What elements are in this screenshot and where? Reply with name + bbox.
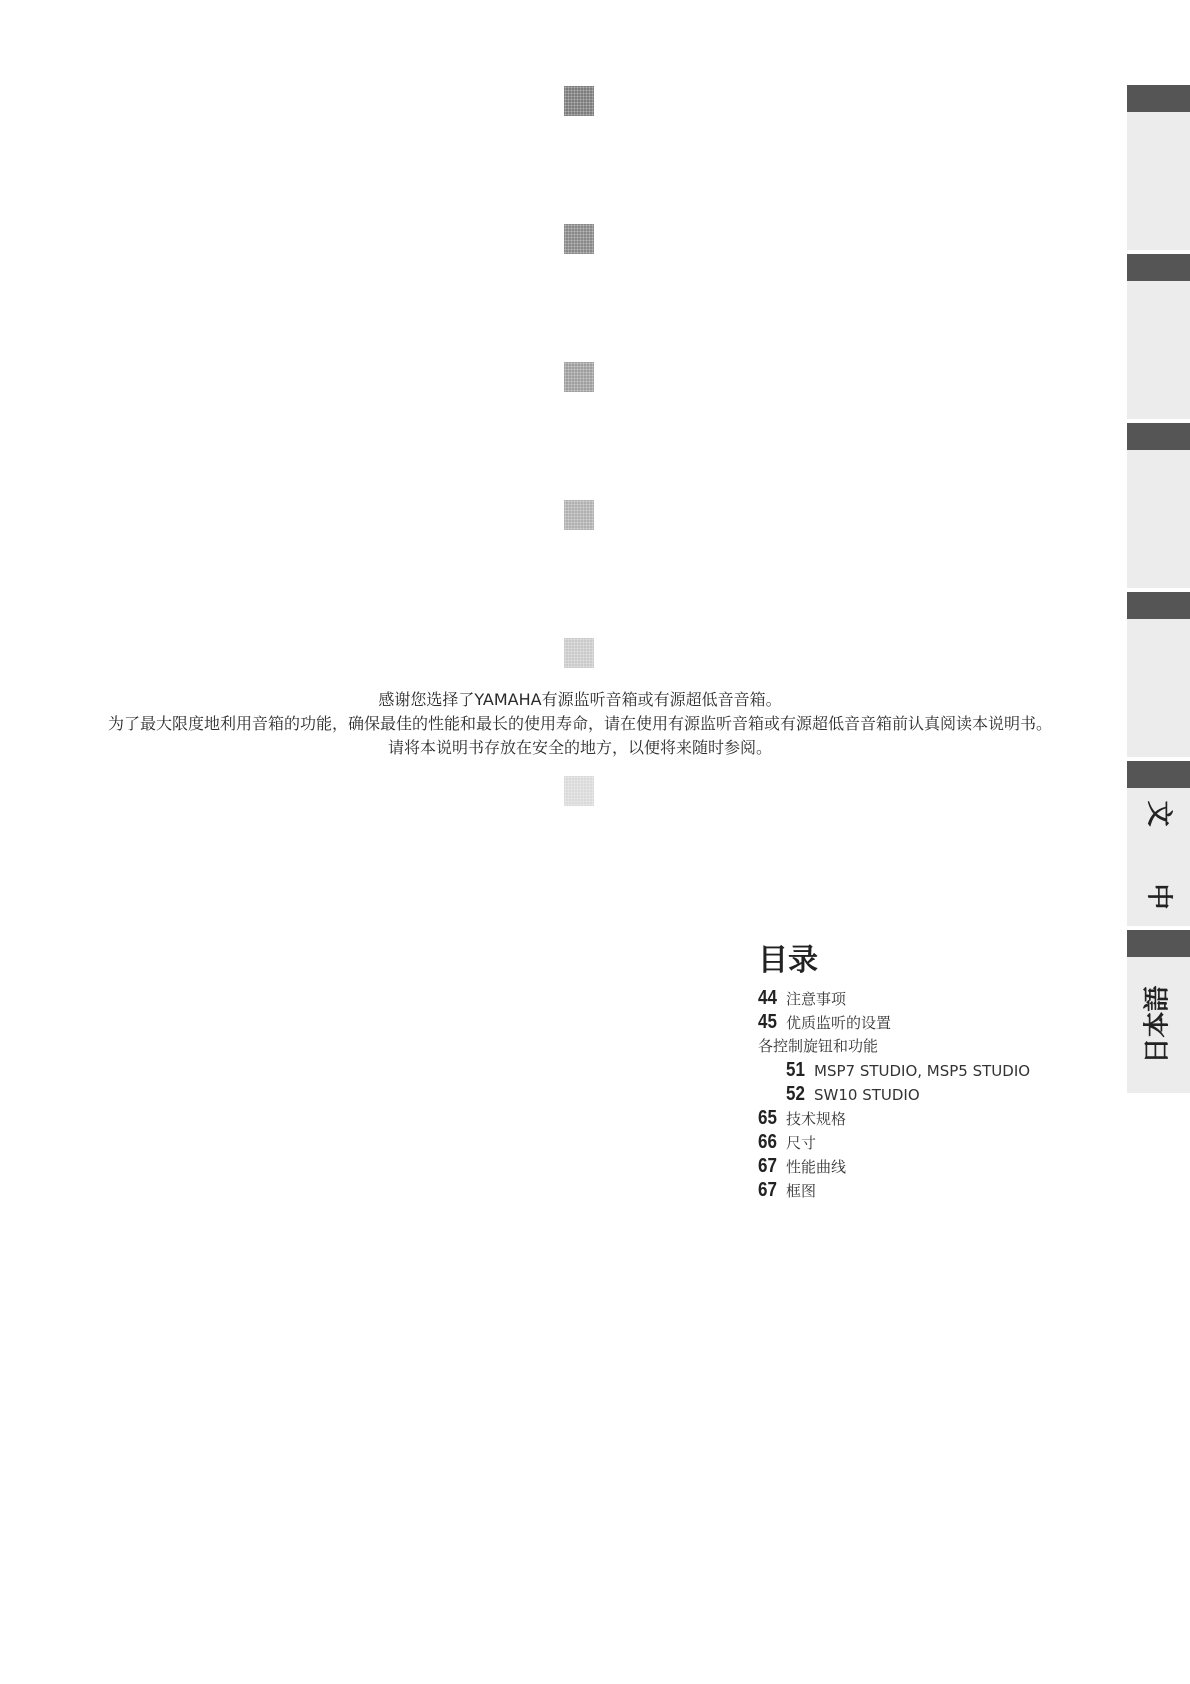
toc-item[interactable] xyxy=(758,1059,1098,1083)
tab-chinese-char-2: 中 xyxy=(1144,883,1175,910)
toc-page-number: 45 xyxy=(758,1011,777,1033)
toc-item[interactable] xyxy=(758,1155,1098,1179)
toc-page-number: 51 xyxy=(786,1059,805,1081)
table-of-contents xyxy=(758,943,1098,1203)
toc-item[interactable] xyxy=(758,1107,1098,1131)
tab-chinese-header xyxy=(1127,761,1190,788)
decor-square-4 xyxy=(564,500,594,530)
toc-page-number: 67 xyxy=(758,1155,777,1177)
toc-page-number: 66 xyxy=(758,1131,777,1153)
toc-label: SW10 STUDIO xyxy=(814,1086,920,1104)
tab-chinese-char-1: 文 xyxy=(1144,800,1175,827)
decor-square-6 xyxy=(564,776,594,806)
tab-2[interactable] xyxy=(1127,281,1190,419)
tab-japanese-label xyxy=(1127,980,1190,1070)
toc-label: 尺寸 xyxy=(786,1134,817,1152)
toc-label: 框图 xyxy=(786,1182,817,1200)
toc-label: 优质监听的设置 xyxy=(786,1014,892,1032)
toc-item[interactable] xyxy=(758,1083,1098,1107)
toc-label: 注意事项 xyxy=(786,990,847,1008)
intro-line-1: 感谢您选择了YAMAHA有源监听音箱或有源超低音音箱。 xyxy=(378,690,782,709)
intro-text xyxy=(70,688,1090,760)
intro-line-2: 为了最大限度地利用音箱的功能，确保最佳的性能和最长的使用寿命，请在使用有源监听音箱或有源超低音音箱前认真阅读本说明书。 xyxy=(107,714,1052,733)
tab-japanese-char-1: 日 xyxy=(1142,1038,1173,1065)
toc-label: 性能曲线 xyxy=(786,1158,847,1176)
tab-4-header xyxy=(1127,592,1190,619)
toc-label: MSP7 STUDIO, MSP5 STUDIO xyxy=(814,1062,1031,1080)
toc-page-number: 52 xyxy=(786,1083,805,1105)
toc-title: 目录 xyxy=(758,943,818,978)
toc-page-number: 67 xyxy=(758,1179,777,1201)
tab-3[interactable] xyxy=(1127,450,1190,588)
decor-square-2 xyxy=(564,224,594,254)
tab-3-header xyxy=(1127,423,1190,450)
toc-item[interactable] xyxy=(758,1011,1098,1035)
decor-square-1 xyxy=(564,86,594,116)
decor-square-5 xyxy=(564,638,594,668)
toc-label: 技术规格 xyxy=(786,1110,847,1128)
toc-label: 各控制旋钮和功能 xyxy=(758,1037,879,1055)
toc-item[interactable] xyxy=(758,1179,1098,1203)
tab-1[interactable] xyxy=(1127,112,1190,250)
tab-4[interactable] xyxy=(1127,619,1190,757)
tab-chinese-label xyxy=(1127,800,1190,910)
intro-line-3: 请将本说明书存放在安全的地方，以便将来随时参阅。 xyxy=(387,738,772,757)
toc-item[interactable] xyxy=(758,1131,1098,1155)
tab-1-header xyxy=(1127,85,1190,112)
tab-2-header xyxy=(1127,254,1190,281)
tab-japanese-char-3: 語 xyxy=(1142,985,1173,1012)
toc-item[interactable] xyxy=(758,987,1098,1011)
tab-japanese-char-2: 本 xyxy=(1142,1011,1173,1038)
toc-page-number: 44 xyxy=(758,987,777,1009)
toc-page-number: 65 xyxy=(758,1107,777,1129)
decor-square-3 xyxy=(564,362,594,392)
tab-japanese-header xyxy=(1127,930,1190,957)
toc-section-heading xyxy=(758,1035,1098,1059)
